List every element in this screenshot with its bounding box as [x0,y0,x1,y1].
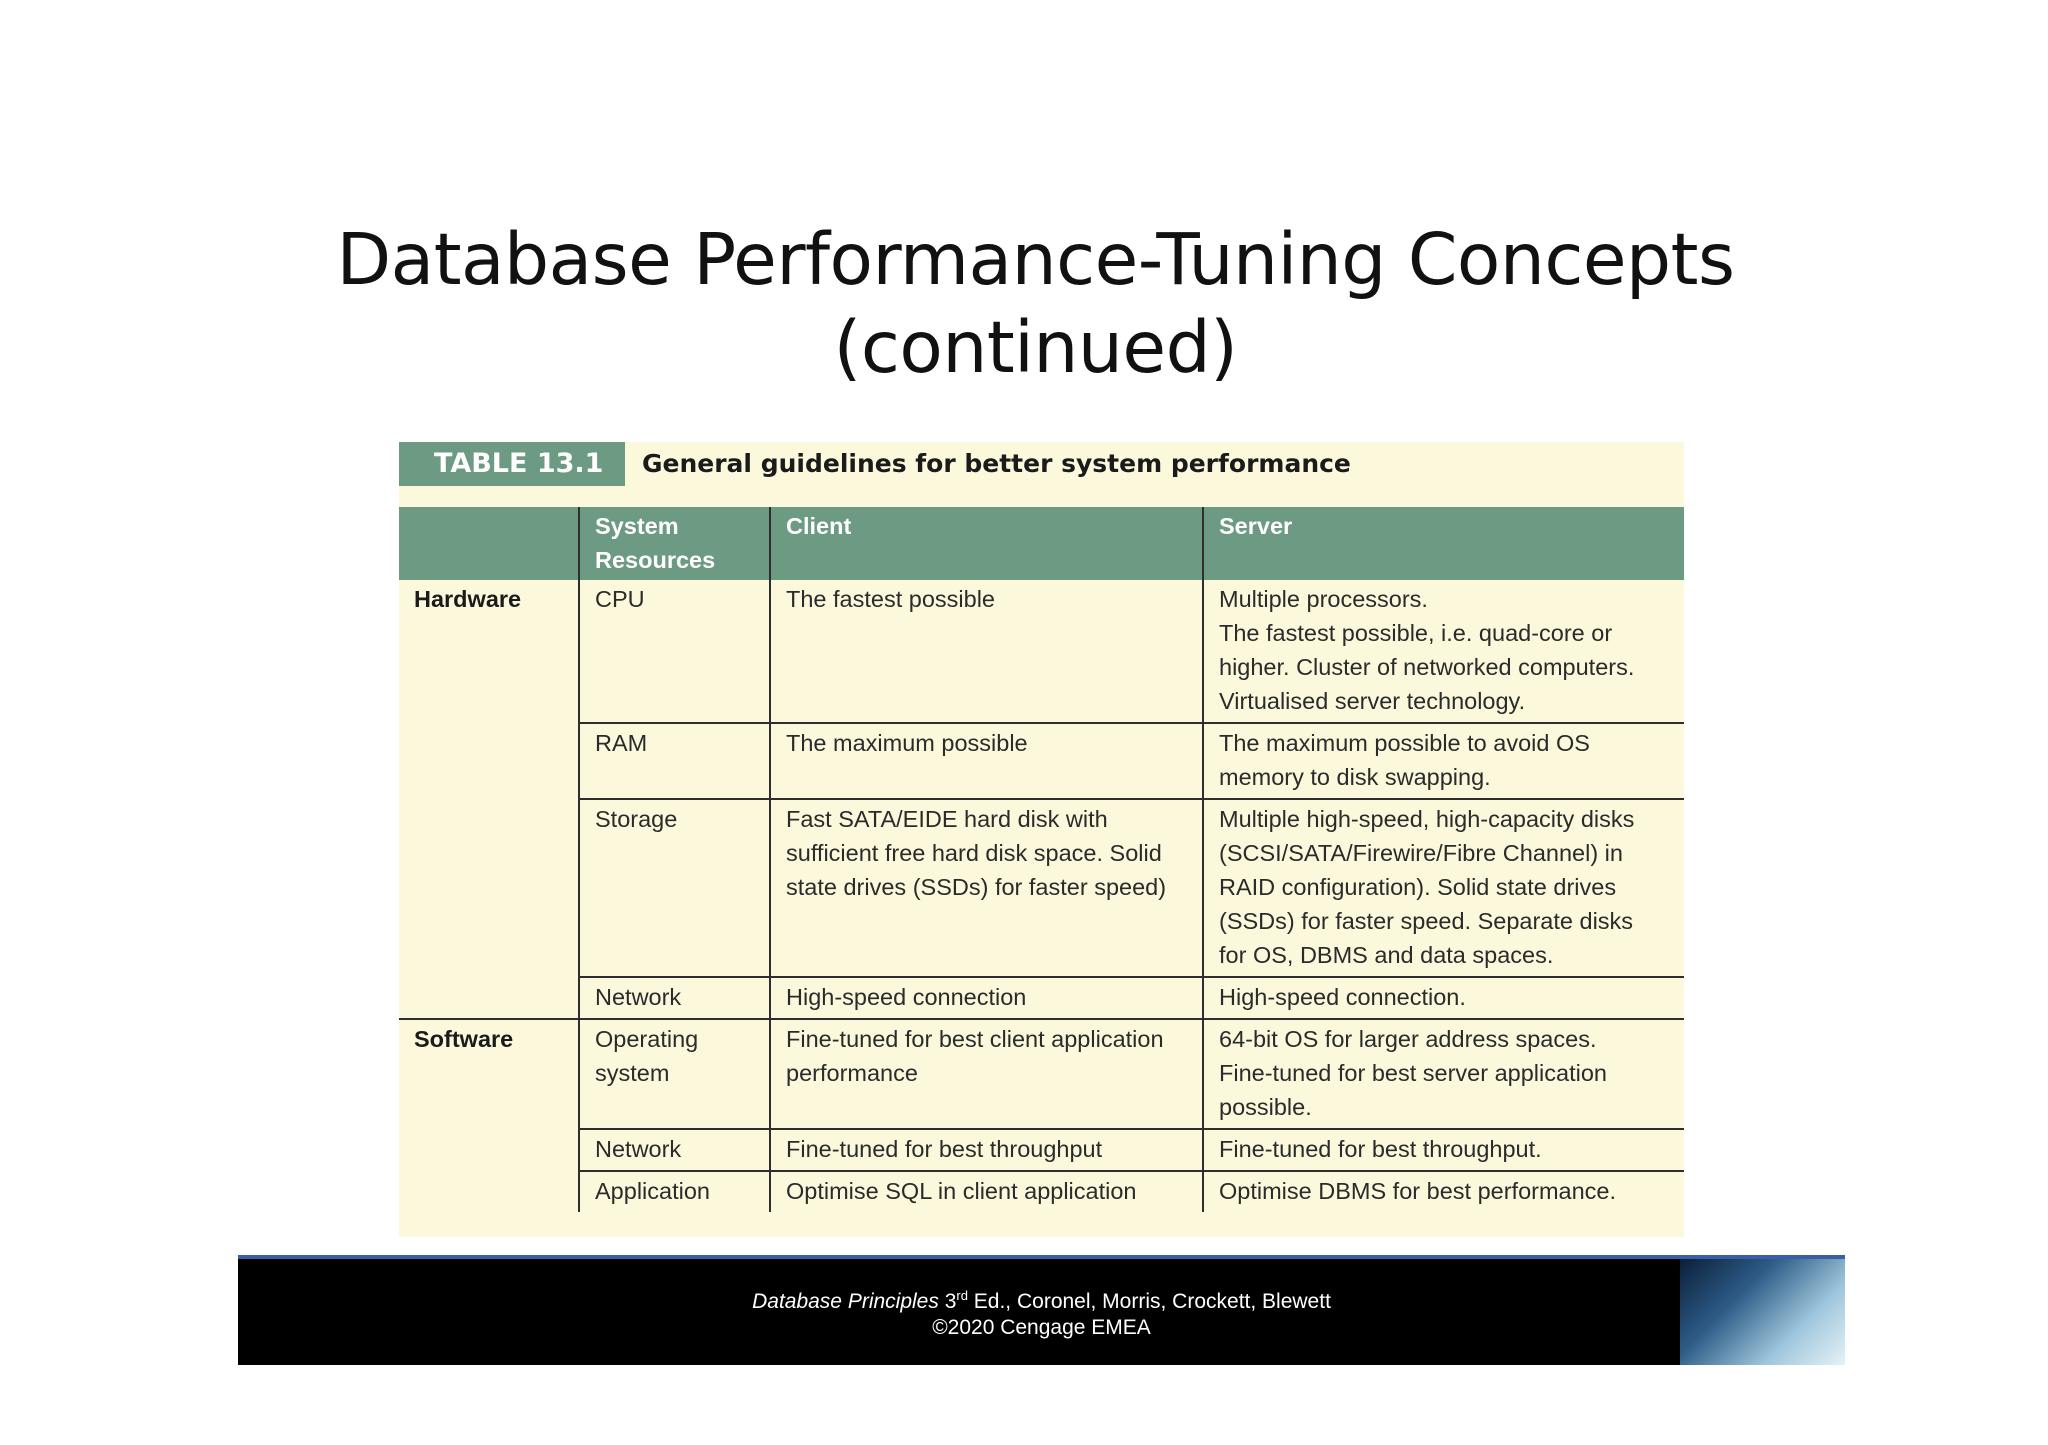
category-cell [399,977,579,1019]
header-client: Client [770,507,1203,580]
client-text: Fine-tuned for best throughput [786,1136,1103,1162]
footer-decorative-image [1680,1259,1845,1365]
category-cell [399,799,579,977]
table-row [399,723,1684,799]
footer-bar [238,1255,1845,1365]
resource-text: Operating [595,1026,699,1052]
client-text: Optimise SQL in client application [786,1178,1137,1204]
server-cell [1203,723,1684,799]
guidelines-table [399,507,1684,1212]
client-text: High-speed connection [786,984,1027,1010]
slide-title-line-2: (continued) [833,306,1238,389]
resource-cell [579,1019,770,1129]
table-row [399,977,1684,1019]
footer-authors: Ed., Coronel, Morris, Crockett, Blewett [967,1290,1331,1313]
server-cell [1203,580,1684,723]
category-cell: Hardware [414,586,522,612]
server-text: The fastest possible, i.e. quad-core or [1219,620,1613,646]
server-text: for OS, DBMS and data spaces. [1219,942,1554,968]
table-caption: General guidelines for better system performance [642,449,1351,478]
table-row [399,1171,1684,1212]
footer-citation [238,1288,1845,1314]
server-text: memory to disk swapping. [1219,764,1491,790]
client-cell [770,977,1203,1019]
client-cell [770,1171,1203,1212]
server-text: Multiple high-speed, high-capacity disks [1219,806,1635,832]
footer-edition-number: 3 [944,1290,957,1313]
server-cell [1203,799,1684,977]
server-text: RAID configuration). Solid state drives [1219,874,1617,900]
server-cell [1203,977,1684,1019]
client-cell [770,580,1203,723]
slide-title [0,216,2048,392]
client-text: state drives (SSDs) for faster speed) [786,874,1167,900]
resource-cell: Storage [579,799,770,977]
client-cell [770,723,1203,799]
server-text: Multiple processors. [1219,586,1428,612]
client-text: Fine-tuned for best client application [786,1026,1164,1052]
guidelines-table-figure [399,442,1684,1237]
client-text: Fast SATA/EIDE hard disk with [786,806,1108,832]
table-header-row [399,507,1684,580]
client-text: The maximum possible [786,730,1028,756]
server-cell [1203,1019,1684,1129]
client-cell [770,799,1203,977]
server-cell [1203,1129,1684,1171]
slide-title-line-1: Database Performance-Tuning Concepts [336,218,1735,301]
client-text: The fastest possible [786,586,995,612]
resource-cell: Application [579,1171,770,1212]
resource-cell: Network [579,977,770,1019]
server-text: Virtualised server technology. [1219,688,1526,714]
server-text: (SCSI/SATA/Firewire/Fibre Channel) in [1219,840,1623,866]
server-text: Fine-tuned for best server application [1219,1060,1607,1086]
table-number-label: TABLE 13.1 [399,442,625,486]
server-text: 64-bit OS for larger address spaces. [1219,1026,1597,1052]
table-row [399,1019,1684,1129]
table-row [399,799,1684,977]
category-cell: Software [399,1019,579,1129]
client-cell [770,1019,1203,1129]
server-text: possible. [1219,1094,1312,1120]
server-text: Fine-tuned for best throughput. [1219,1136,1542,1162]
server-text: High-speed connection. [1219,984,1466,1010]
table-row [399,580,1684,723]
header-category [399,507,579,580]
client-cell [770,1129,1203,1171]
category-cell [399,723,579,799]
footer-edition-suffix: rd [956,1288,968,1303]
header-system-resources-text: System Resources [595,513,716,573]
server-text: (SSDs) for faster speed. Separate disks [1219,908,1634,934]
footer-copyright: ©2020 Cengage EMEA [932,1316,1151,1339]
resource-text: system [595,1060,670,1086]
resource-cell: Network [579,1129,770,1171]
server-text: The maximum possible to avoid OS [1219,730,1590,756]
resource-cell: RAM [579,723,770,799]
client-text: performance [786,1060,918,1086]
resource-cell: CPU [579,580,770,723]
server-text: Optimise DBMS for best performance. [1219,1178,1617,1204]
header-system-resources [579,507,770,580]
category-cell [399,1171,579,1212]
server-text: higher. Cluster of networked computers. [1219,654,1635,680]
client-text: sufficient free hard disk space. Solid [786,840,1162,866]
table-row [399,1129,1684,1171]
header-server: Server [1203,507,1684,580]
server-cell [1203,1171,1684,1212]
category-cell [399,1129,579,1171]
footer-book-title: Database Principles [752,1290,939,1313]
